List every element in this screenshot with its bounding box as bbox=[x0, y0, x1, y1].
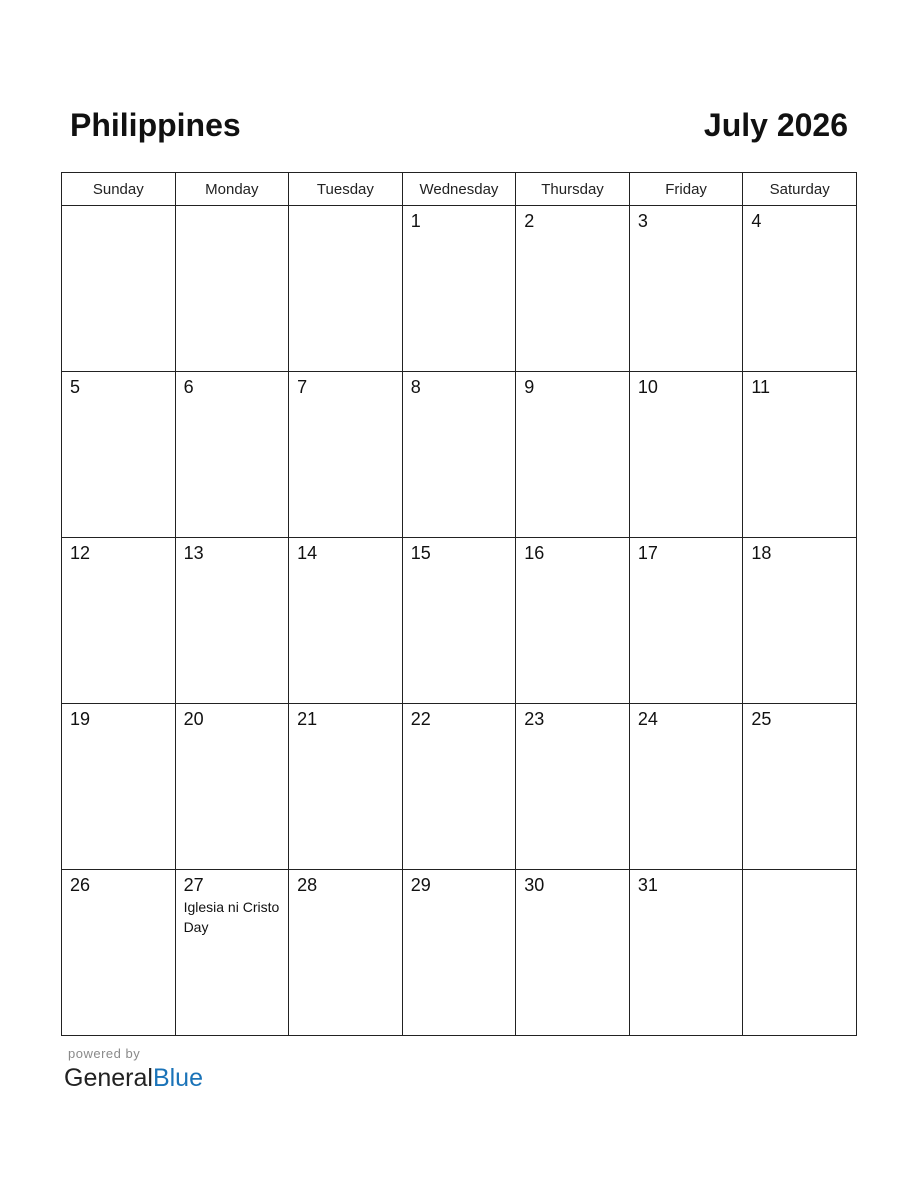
day-number: 20 bbox=[183, 709, 204, 729]
day-number: 19 bbox=[70, 709, 91, 729]
day-cell bbox=[402, 206, 516, 372]
day-number: 13 bbox=[183, 543, 204, 563]
day-cell bbox=[516, 704, 630, 870]
weekday-header: Wednesday bbox=[402, 173, 516, 206]
day-cell bbox=[743, 206, 857, 372]
day-cell bbox=[629, 870, 743, 1036]
logo-text-blue: Blue bbox=[152, 1064, 203, 1092]
day-cell bbox=[175, 704, 289, 870]
day-number: 3 bbox=[637, 211, 648, 231]
day-cell bbox=[62, 870, 176, 1036]
empty-day-cell bbox=[743, 870, 857, 1036]
day-number: 11 bbox=[751, 377, 771, 397]
weekday-header-row bbox=[62, 173, 857, 206]
weekday-header: Friday bbox=[629, 173, 743, 206]
day-cell bbox=[516, 870, 630, 1036]
day-cell bbox=[289, 538, 403, 704]
day-cell bbox=[289, 704, 403, 870]
day-cell bbox=[743, 538, 857, 704]
day-cell bbox=[516, 538, 630, 704]
week-row bbox=[62, 206, 857, 372]
day-number: 17 bbox=[637, 543, 658, 563]
day-number: 18 bbox=[751, 543, 772, 563]
calendar-grid bbox=[61, 172, 857, 1036]
day-cell bbox=[629, 206, 743, 372]
day-cell bbox=[743, 704, 857, 870]
weekday-header: Monday bbox=[175, 173, 289, 206]
day-cell bbox=[402, 538, 516, 704]
day-cell bbox=[743, 372, 857, 538]
week-row bbox=[62, 870, 857, 1036]
empty-day-cell bbox=[289, 206, 403, 372]
day-cell bbox=[289, 870, 403, 1036]
day-number: 4 bbox=[751, 211, 762, 231]
day-cell bbox=[402, 704, 516, 870]
day-number: 26 bbox=[70, 875, 91, 895]
day-cell bbox=[629, 704, 743, 870]
day-number: 14 bbox=[297, 543, 318, 563]
day-number: 1 bbox=[410, 211, 421, 231]
day-number: 30 bbox=[524, 875, 545, 895]
day-cell bbox=[175, 538, 289, 704]
holiday-label: Iglesia ni Cristo Day bbox=[183, 899, 280, 935]
day-cell bbox=[62, 372, 176, 538]
day-number: 8 bbox=[410, 377, 421, 397]
week-row bbox=[62, 372, 857, 538]
day-cell bbox=[629, 538, 743, 704]
day-number: 31 bbox=[637, 875, 658, 895]
day-number: 29 bbox=[410, 875, 431, 895]
day-cell bbox=[62, 538, 176, 704]
day-number: 23 bbox=[524, 709, 545, 729]
day-number: 21 bbox=[297, 709, 318, 729]
day-cell bbox=[402, 870, 516, 1036]
empty-day-cell bbox=[62, 206, 176, 372]
weekday-header: Thursday bbox=[516, 173, 630, 206]
day-cell bbox=[516, 372, 630, 538]
day-number: 6 bbox=[183, 377, 194, 397]
logo-text-general: General bbox=[64, 1064, 153, 1092]
day-number: 5 bbox=[70, 377, 81, 397]
day-cell bbox=[289, 372, 403, 538]
day-number: 10 bbox=[637, 377, 658, 397]
day-number: 25 bbox=[751, 709, 772, 729]
generalblue-logo bbox=[64, 1063, 203, 1093]
month-title: July 2026 bbox=[703, 107, 848, 143]
weekday-header: Sunday bbox=[62, 173, 176, 206]
day-number: 9 bbox=[524, 377, 535, 397]
day-number: 12 bbox=[70, 543, 91, 563]
day-cell bbox=[175, 870, 289, 1036]
day-number: 2 bbox=[524, 211, 535, 231]
powered-by-text: powered by bbox=[68, 1046, 141, 1061]
weekday-header: Saturday bbox=[743, 173, 857, 206]
day-cell bbox=[402, 372, 516, 538]
weekday-header: Tuesday bbox=[289, 173, 403, 206]
day-number: 28 bbox=[297, 875, 318, 895]
day-number: 7 bbox=[297, 377, 308, 397]
week-row bbox=[62, 538, 857, 704]
day-number: 24 bbox=[637, 709, 658, 729]
day-number: 27 bbox=[183, 875, 204, 895]
day-number: 22 bbox=[410, 709, 431, 729]
day-cell bbox=[629, 372, 743, 538]
day-cell bbox=[516, 206, 630, 372]
day-cell bbox=[62, 704, 176, 870]
country-title: Philippines bbox=[70, 107, 241, 143]
day-number: 15 bbox=[410, 543, 431, 563]
day-number: 16 bbox=[524, 543, 545, 563]
day-cell bbox=[175, 372, 289, 538]
empty-day-cell bbox=[175, 206, 289, 372]
week-row bbox=[62, 704, 857, 870]
